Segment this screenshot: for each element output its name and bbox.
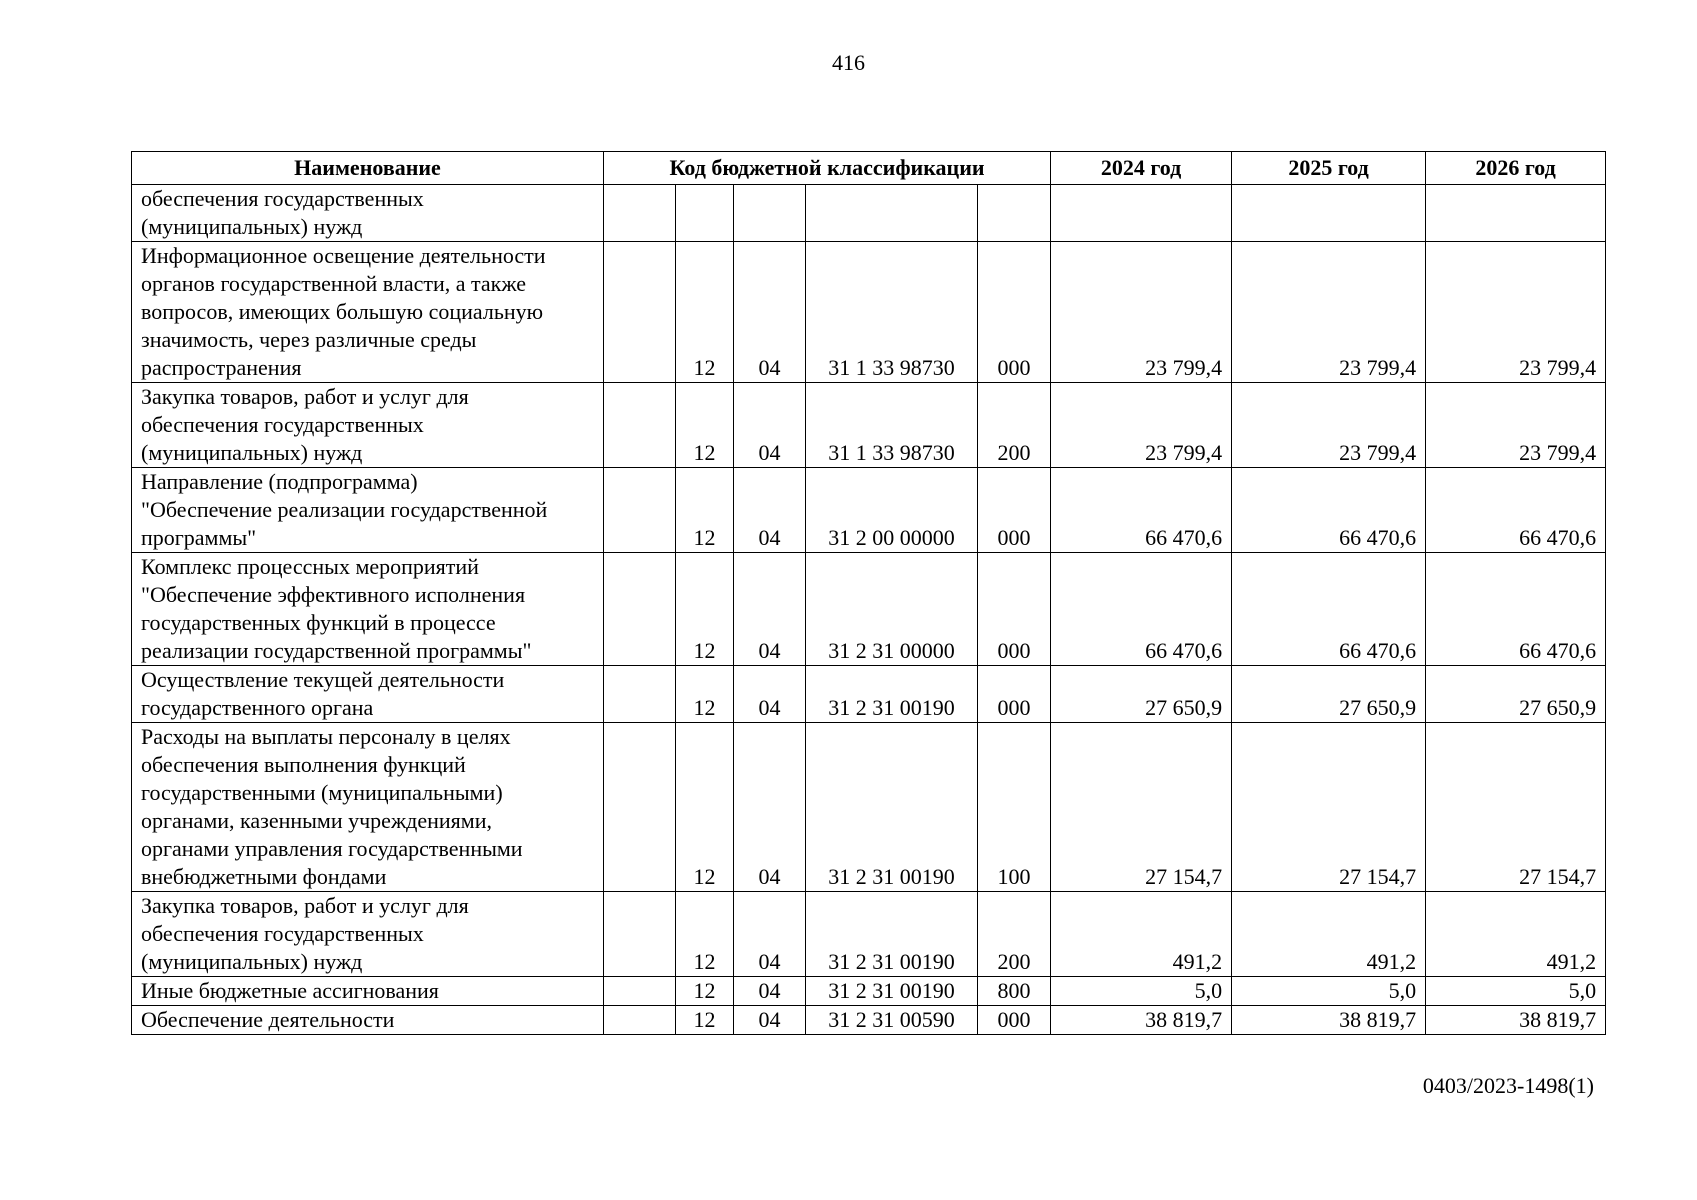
target-code: 31 2 31 00190 (806, 666, 978, 723)
table-row (132, 383, 1606, 468)
section-code: 12 (676, 892, 734, 977)
subsection-code: 04 (734, 468, 806, 553)
expense-type-code: 100 (978, 723, 1051, 892)
target-code: 31 2 31 00190 (806, 892, 978, 977)
amount-2024: 66 470,6 (1051, 553, 1232, 666)
target-code: 31 2 31 00590 (806, 1006, 978, 1035)
section-code: 12 (676, 666, 734, 723)
amount-2024: 5,0 (1051, 977, 1232, 1006)
amount-2024: 23 799,4 (1051, 242, 1232, 383)
subsection-code: 04 (734, 242, 806, 383)
section-code: 12 (676, 468, 734, 553)
amount-2024 (1051, 185, 1232, 242)
amount-2026: 27 154,7 (1426, 723, 1606, 892)
table-row (132, 666, 1606, 723)
expense-type-code: 000 (978, 468, 1051, 553)
table-row (132, 1006, 1606, 1035)
table-row (132, 242, 1606, 383)
empty-cell (604, 185, 676, 242)
empty-cell (604, 242, 676, 383)
header-budget-code: Код бюджетной классификации (604, 152, 1051, 185)
table-row (132, 185, 1606, 242)
expense-type-code: 800 (978, 977, 1051, 1006)
subsection-code: 04 (734, 553, 806, 666)
amount-2024: 27 154,7 (1051, 723, 1232, 892)
amount-2025: 5,0 (1232, 977, 1426, 1006)
target-code: 31 2 31 00000 (806, 553, 978, 666)
amount-2025: 27 154,7 (1232, 723, 1426, 892)
amount-2026: 38 819,7 (1426, 1006, 1606, 1035)
amount-2024: 23 799,4 (1051, 383, 1232, 468)
section-code: 12 (676, 383, 734, 468)
amount-2026: 491,2 (1426, 892, 1606, 977)
empty-cell (604, 892, 676, 977)
amount-2025: 38 819,7 (1232, 1006, 1426, 1035)
target-code (806, 185, 978, 242)
amount-2024: 38 819,7 (1051, 1006, 1232, 1035)
empty-cell (604, 723, 676, 892)
amount-2026: 66 470,6 (1426, 468, 1606, 553)
empty-cell (604, 977, 676, 1006)
subsection-code: 04 (734, 1006, 806, 1035)
table-body (132, 185, 1606, 1035)
section-code: 12 (676, 553, 734, 666)
empty-cell (604, 666, 676, 723)
target-code: 31 1 33 98730 (806, 242, 978, 383)
subsection-code: 04 (734, 383, 806, 468)
amount-2026 (1426, 185, 1606, 242)
page-number: 416 (832, 50, 865, 75)
table-header-row (132, 152, 1606, 185)
header-2024: 2024 год (1051, 152, 1232, 185)
row-name: Закупка товаров, работ и услуг для обеспечения государственных (муниципальных) нужд (132, 383, 604, 468)
expense-type-code (978, 185, 1051, 242)
amount-2025: 23 799,4 (1232, 242, 1426, 383)
header-2026: 2026 год (1426, 152, 1606, 185)
table-row (132, 553, 1606, 666)
row-name: Информационное освещение деятельности органов государственной власти, а также вопросов, имеющих большую социальную значимость, через различные среды распространения (132, 242, 604, 383)
row-name: Комплекс процессных мероприятий "Обеспечение эффективного исполнения государственных функций в процессе реализации государственной программы" (132, 553, 604, 666)
row-name: Расходы на выплаты персоналу в целях обеспечения выполнения функций государственными (муниципальными) органами, казенными учреждениями, органами управления государственными внебюджетными фондами (132, 723, 604, 892)
header-name: Наименование (132, 152, 604, 185)
row-name: Направление (подпрограмма) "Обеспечение реализации государственной программы" (132, 468, 604, 553)
header-2025: 2025 год (1232, 152, 1426, 185)
section-code: 12 (676, 1006, 734, 1035)
row-name: Закупка товаров, работ и услуг для обеспечения государственных (муниципальных) нужд (132, 892, 604, 977)
table-row (132, 468, 1606, 553)
empty-cell (604, 383, 676, 468)
subsection-code (734, 185, 806, 242)
expense-type-code: 000 (978, 666, 1051, 723)
amount-2024: 27 650,9 (1051, 666, 1232, 723)
amount-2024: 66 470,6 (1051, 468, 1232, 553)
table-row (132, 723, 1606, 892)
amount-2026: 27 650,9 (1426, 666, 1606, 723)
amount-2026: 23 799,4 (1426, 383, 1606, 468)
amount-2025: 23 799,4 (1232, 383, 1426, 468)
target-code: 31 2 00 00000 (806, 468, 978, 553)
amount-2025 (1232, 185, 1426, 242)
expense-type-code: 200 (978, 892, 1051, 977)
document-code: 0403/2023-1498(1) (1422, 1073, 1594, 1098)
amount-2025: 66 470,6 (1232, 553, 1426, 666)
table-row (132, 892, 1606, 977)
subsection-code: 04 (734, 723, 806, 892)
section-code: 12 (676, 242, 734, 383)
target-code: 31 2 31 00190 (806, 723, 978, 892)
amount-2025: 66 470,6 (1232, 468, 1426, 553)
expense-type-code: 000 (978, 242, 1051, 383)
amount-2026: 23 799,4 (1426, 242, 1606, 383)
amount-2025: 491,2 (1232, 892, 1426, 977)
section-code: 12 (676, 723, 734, 892)
target-code: 31 2 31 00190 (806, 977, 978, 1006)
section-code (676, 185, 734, 242)
expense-type-code: 200 (978, 383, 1051, 468)
subsection-code: 04 (734, 977, 806, 1006)
subsection-code: 04 (734, 666, 806, 723)
amount-2026: 66 470,6 (1426, 553, 1606, 666)
row-name: Осуществление текущей деятельности государственного органа (132, 666, 604, 723)
row-name: обеспечения государственных (муниципальных) нужд (132, 185, 604, 242)
section-code: 12 (676, 977, 734, 1006)
budget-table (131, 151, 1606, 1035)
empty-cell (604, 468, 676, 553)
empty-cell (604, 1006, 676, 1035)
row-name: Иные бюджетные ассигнования (132, 977, 604, 1006)
expense-type-code: 000 (978, 1006, 1051, 1035)
amount-2025: 27 650,9 (1232, 666, 1426, 723)
subsection-code: 04 (734, 892, 806, 977)
empty-cell (604, 553, 676, 666)
row-name: Обеспечение деятельности (132, 1006, 604, 1035)
table-row (132, 977, 1606, 1006)
target-code: 31 1 33 98730 (806, 383, 978, 468)
expense-type-code: 000 (978, 553, 1051, 666)
amount-2024: 491,2 (1051, 892, 1232, 977)
amount-2026: 5,0 (1426, 977, 1606, 1006)
